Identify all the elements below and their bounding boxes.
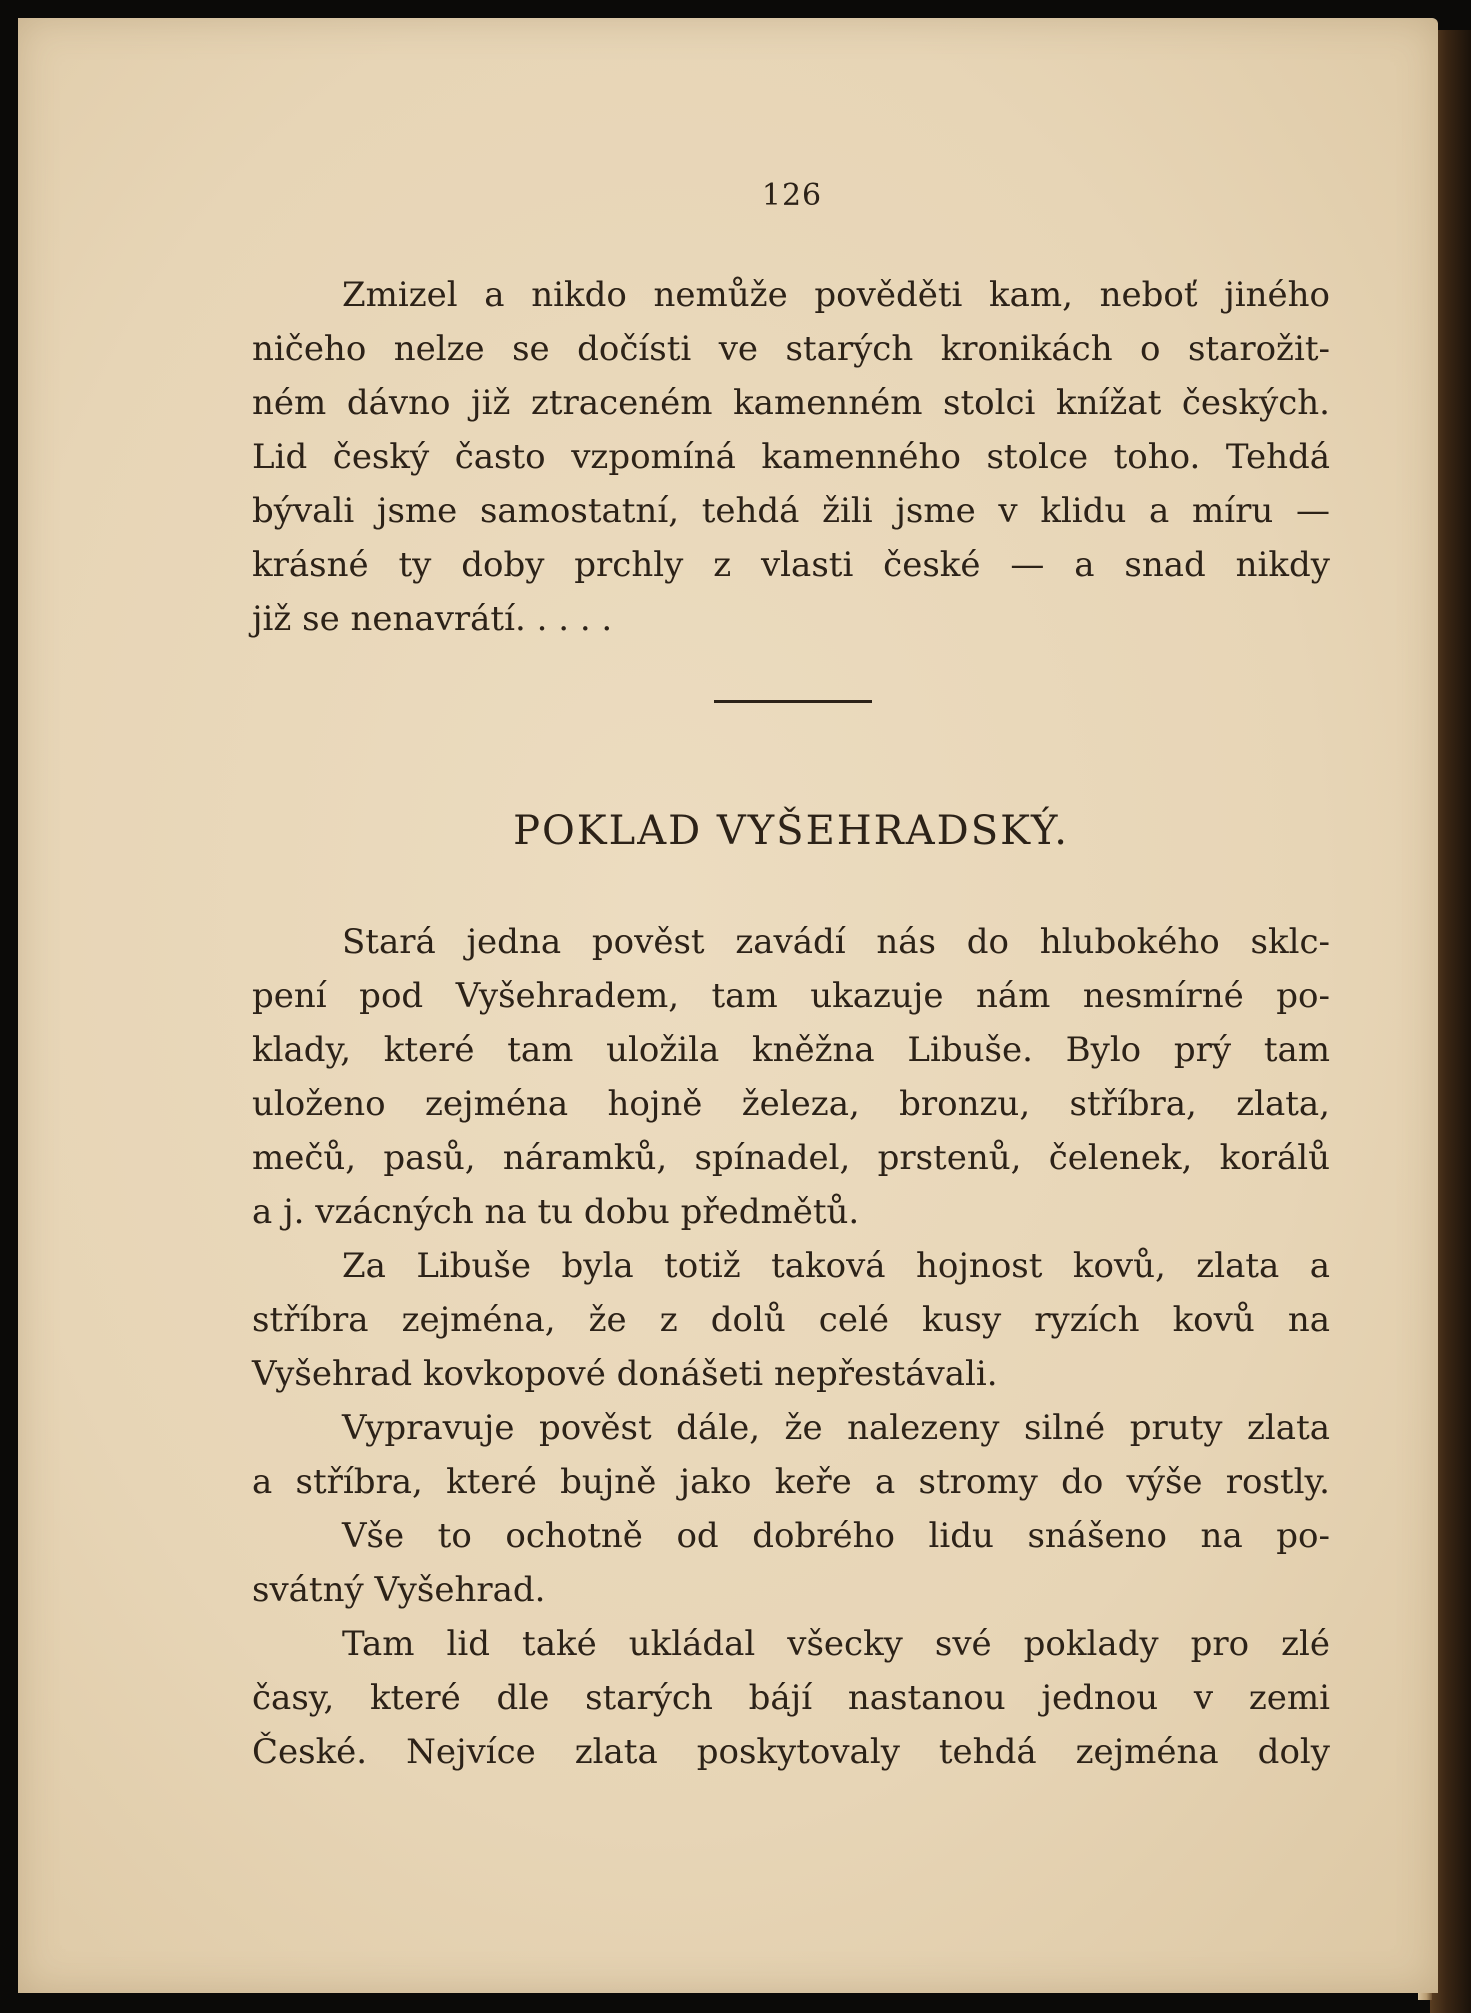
text-line: ničeho nelze se dočísti ve starých kronikách o starožit- — [252, 329, 1330, 369]
text-line: Zmizel a nikdo nemůže pověděti kam, neboť jiného — [342, 275, 1330, 315]
text-line: již se nenavrátí. . . . . — [252, 599, 613, 639]
text-line: ném dávno již ztraceném kamenném stolci knížat českých. — [252, 383, 1330, 423]
page-number: 126 — [761, 178, 823, 213]
text-line: časy, které dle starých bájí nastanou jednou v zemi — [252, 1678, 1330, 1718]
text-line: Vypravuje pověst dále, že nalezeny silné pruty zlata — [342, 1408, 1330, 1448]
text-line: Tam lid také ukládal všecky své poklady pro zlé — [342, 1624, 1330, 1664]
text-line: bývali jsme samostatní, tehdá žili jsme v klidu a míru — — [252, 491, 1330, 531]
text-line: České. Nejvíce zlata poskytovaly tehdá zejména doly — [252, 1732, 1330, 1772]
text-line: svátný Vyšehrad. — [252, 1570, 546, 1610]
text-line: krásné ty doby prchly z vlasti české — a snad nikdy — [252, 545, 1330, 585]
text-line: a stříbra, které bujně jako keře a stromy do výše rostly. — [252, 1462, 1330, 1502]
text-line: klady, které tam uložila kněžna Libuše. Bylo prý tam — [252, 1030, 1330, 1070]
text-line: Vyšehrad kovkopové donášeti nepřestávali. — [252, 1354, 998, 1394]
text-line: uloženo zejména hojně železa, bronzu, stříbra, zlata, — [252, 1084, 1330, 1124]
text-line: mečů, pasů, náramků, spínadel, prstenů, čelenek, korálů — [252, 1138, 1330, 1178]
section-2-text — [252, 915, 1330, 1779]
text-line: a j. vzácných na tu dobu předmětů. — [252, 1192, 860, 1232]
text-line: Za Libuše byla totiž taková hojnost kovů, zlata a — [342, 1246, 1330, 1286]
text-line: Vše to ochotně od dobrého lidu snášeno na po- — [342, 1516, 1330, 1556]
section-1-text — [252, 268, 1330, 646]
section-heading: POKLAD VYŠEHRADSKÝ. — [513, 808, 1069, 854]
text-line: Stará jedna pověst zavádí nás do hlubokého sklc- — [342, 922, 1330, 962]
section-divider — [714, 700, 872, 703]
text-line: Lid český často vzpomíná kamenného stolce toho. Tehdá — [252, 437, 1330, 477]
text-line: pení pod Vyšehradem, tam ukazuje nám nesmírné po- — [252, 976, 1330, 1016]
text-line: stříbra zejména, že z dolů celé kusy ryzích kovů na — [252, 1300, 1330, 1340]
